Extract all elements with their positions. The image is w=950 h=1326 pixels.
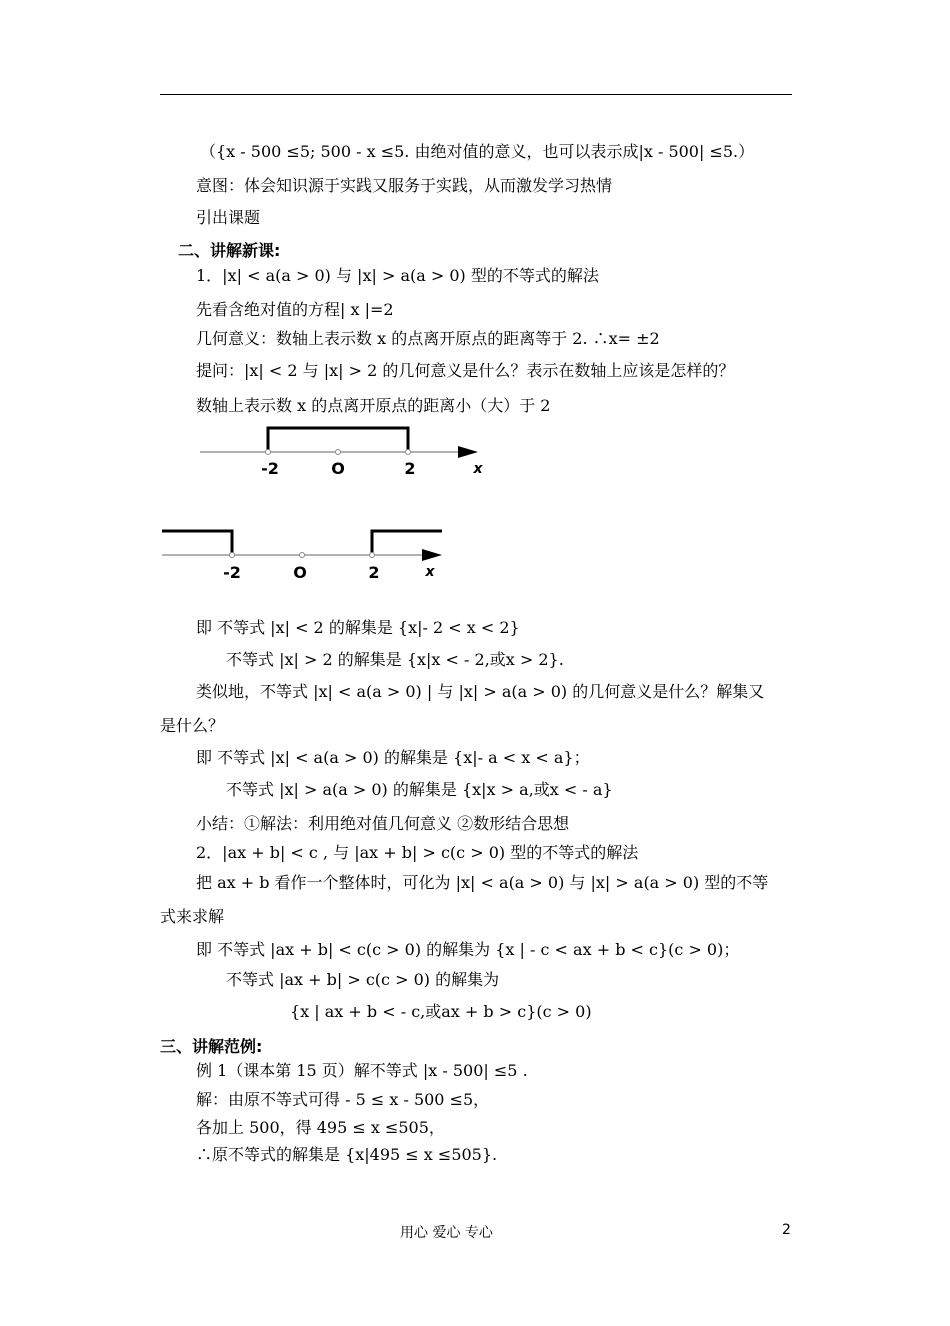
text-line-23: 解：由原不等式可得 - 5 ≤ x - 500 ≤5，	[196, 1090, 490, 1109]
text-line-18: 式来求解	[160, 907, 225, 926]
tick-label-origin: O	[331, 459, 345, 478]
text-line-15: 小结：①解法：利用绝对值几何意义 ②数形结合思想	[196, 814, 570, 833]
text-line-7: 提问：|x| < 2 与 |x| > 2 的几何意义是什么？表示在数轴上应该是怎样的？	[196, 361, 735, 380]
text-line-13: 即 不等式 |x| < a(a > 0) 的解集是 {x|- a < x < a}；	[196, 748, 590, 767]
text-line-21: {x | ax + b < - c,或ax + b > c}(c > 0)	[290, 1002, 592, 1021]
text-line-6: 几何意义：数轴上表示数 x 的点离开原点的距离等于 2. ∴x= ±2	[196, 329, 660, 348]
section-heading-3: 三、讲解范例:	[160, 1037, 263, 1056]
text-line-12: 是什么？	[160, 716, 225, 735]
text-line-4: 1．|x| < a(a > 0) 与 |x| > a(a > 0) 型的不等式的解法	[196, 266, 599, 285]
text-line-8: 数轴上表示数 x 的点离开原点的距离小（大）于 2	[196, 396, 551, 415]
tick-label-2: 2	[404, 459, 416, 478]
axis-label-x: x	[473, 461, 483, 477]
text-line-17: 把 ax + b 看作一个整体时，可化为 |x| < a(a > 0) 与 |x| > a(a > 0) 型的不等	[196, 873, 769, 892]
text-line-22: 例 1（课本第 15 页）解不等式 |x - 500| ≤5 .	[196, 1061, 528, 1080]
tick-label-2: 2	[368, 563, 380, 582]
text-line-1: （{x - 500 ≤5; 500 - x ≤5. 由绝对值的意义，也可以表示成|x - 500| ≤5.）	[200, 142, 755, 161]
tick-label-neg2: -2	[261, 459, 279, 478]
page-number: 2	[782, 1222, 791, 1238]
tick-label-origin: O	[293, 563, 307, 582]
text-line-3: 引出课题	[196, 208, 261, 227]
text-line-14: 不等式 |x| > a(a > 0) 的解集是 {x|x > a,或x < - a}	[226, 780, 613, 799]
text-line-24: 各加上 500，得 495 ≤ x ≤505，	[196, 1118, 445, 1137]
text-line-16: 2．|ax + b| < c , 与 |ax + b| > c(c > 0) 型的不等式的解法	[196, 843, 639, 862]
tick-label-neg2: -2	[223, 563, 241, 582]
text-line-2: 意图：体会知识源于实践又服务于实践，从而激发学习热情	[196, 176, 613, 195]
number-line-inside	[196, 420, 496, 485]
text-line-5: 先看含绝对值的方程| x |=2	[196, 300, 394, 319]
text-line-20: 不等式 |ax + b| > c(c > 0) 的解集为	[226, 970, 500, 989]
text-line-9: 即 不等式 |x| < 2 的解集是 {x|- 2 < x < 2}	[196, 618, 520, 637]
section-heading-2: 二、讲解新课:	[178, 241, 281, 260]
text-line-11: 类似地，不等式 |x| < a(a > 0) | 与 |x| > a(a > 0) 的几何意义是什么？解集又	[196, 682, 765, 701]
number-line-outside	[160, 520, 460, 585]
text-line-25: ∴原不等式的解集是 {x|495 ≤ x ≤505}.	[196, 1145, 498, 1164]
footer-motto: 用心 爱心 专心	[400, 1225, 493, 1241]
text-line-19: 即 不等式 |ax + b| < c(c > 0) 的解集为 {x | - c < ax + b < c}(c > 0)；	[196, 940, 740, 959]
header-rule	[160, 94, 792, 95]
text-line-10: 不等式 |x| > 2 的解集是 {x|x < - 2,或x > 2}.	[226, 650, 564, 669]
axis-label-x: x	[425, 564, 435, 580]
